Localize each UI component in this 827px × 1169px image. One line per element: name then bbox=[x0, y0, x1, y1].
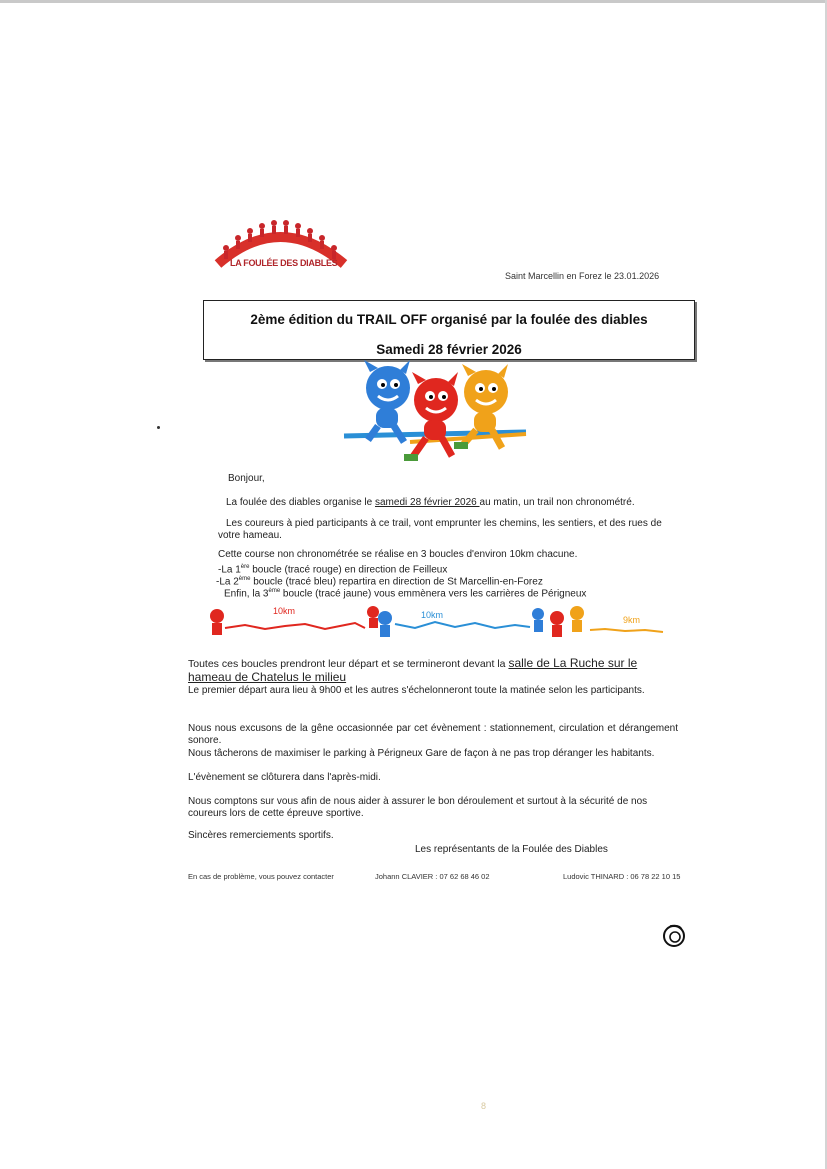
signature: Les représentants de la Foulée des Diables bbox=[415, 844, 608, 855]
club-logo bbox=[212, 216, 350, 272]
loop-2-text: boucle (tracé bleu) repartira en direction de St Marcellin-en-Forez bbox=[250, 576, 543, 588]
paragraph-apology: Nous nous excusons de la gêne occasionnée par cet évènement : stationnement, circulation et dérangement sonore. bbox=[188, 723, 678, 746]
announcement-text-start: La foulée des diables organise le bbox=[226, 497, 375, 508]
event-date: samedi 28 février 2026 bbox=[375, 497, 480, 508]
title-box bbox=[203, 300, 695, 360]
footer-contact-1: Johann CLAVIER : 07 62 68 46 02 bbox=[375, 872, 490, 881]
scan-top-edge bbox=[0, 0, 827, 3]
scan-speck bbox=[157, 426, 160, 429]
paragraph-announcement bbox=[226, 497, 635, 509]
start-location-text: Toutes ces boucles prendront leur départ et se termineront devant la bbox=[188, 658, 509, 670]
paragraph-thanks: Sincères remerciements sportifs. bbox=[188, 830, 334, 841]
devil-group-right-icon bbox=[532, 606, 584, 637]
loop-1-text: boucle (tracé rouge) en direction de Feilleux bbox=[249, 564, 448, 576]
footer-contact-2: Ludovic THINARD : 06 78 22 10 15 bbox=[563, 872, 681, 881]
route-label-blue: 10km bbox=[421, 610, 444, 620]
title-line-2: Samedi 28 février 2026 bbox=[376, 342, 522, 357]
paragraph-loops-intro: Cette course non chronométrée se réalise en 3 boucles d'environ 10km chacune. bbox=[218, 549, 578, 560]
place-and-date: Saint Marcellin en Forez le 23.01.2026 bbox=[505, 271, 660, 281]
paragraph-help: Nous comptons sur vous afin de nous aider à assurer le bon déroulement et surtout à la sécurité de nos coureurs lors de cette épreuve sportive. bbox=[188, 796, 648, 819]
loop-1-sup: ère bbox=[240, 564, 250, 570]
red-devil-small-icon bbox=[210, 609, 224, 635]
venue-name: salle de La Ruche sur le hameau de Chatelus le milieu bbox=[188, 656, 638, 684]
route-profile bbox=[205, 598, 665, 644]
devils-illustration bbox=[340, 360, 530, 468]
loop-2-sup: ème bbox=[238, 576, 251, 582]
paragraph-parking: Nous tâcherons de maximiser le parking à Périgneux Gare de façon à ne pas trop déranger les habitants. bbox=[188, 748, 655, 759]
paragraph-first-start: Le premier départ aura lieu à 9h00 et les autres s'échelonneront toute la matinée selon les participants. bbox=[188, 685, 645, 696]
page-mark: 8 bbox=[481, 1101, 487, 1111]
paragraph-start-location bbox=[188, 657, 678, 685]
blue-route-line bbox=[395, 622, 530, 628]
loop-3-prefix: Enfin, la 3 bbox=[224, 588, 269, 600]
greeting: Bonjour, bbox=[228, 473, 265, 484]
devil-group-middle-icon bbox=[367, 606, 392, 637]
red-route-line bbox=[225, 623, 365, 629]
paragraph-closing-time: L'évènement se clôturera dans l'après-midi. bbox=[188, 772, 381, 783]
title-line-1: 2ème édition du TRAIL OFF organisé par la foulée des diables bbox=[250, 312, 648, 327]
route-label-yellow: 9km bbox=[623, 615, 641, 625]
blue-devil-icon bbox=[364, 360, 410, 442]
scribble-mark-icon bbox=[660, 922, 688, 950]
route-label-red: 10km bbox=[273, 606, 296, 616]
yellow-route-line bbox=[590, 629, 663, 632]
paragraph-runners: Les coureurs à pied participants à ce trail, vont emprunter les chemins, les sentiers, et des rues de votre hameau. bbox=[218, 518, 662, 541]
loop-2-prefix: -La 2 bbox=[216, 576, 239, 588]
loop-3-sup: ème bbox=[268, 588, 281, 594]
announcement-text-end: au matin, un trail non chronométré. bbox=[479, 497, 635, 508]
logo-text: LA FOULÉE DES DIABLES bbox=[230, 258, 338, 268]
red-devil-icon bbox=[404, 372, 458, 461]
loop-1-prefix: -La 1 bbox=[218, 564, 241, 576]
footer-problem-text: En cas de problème, vous pouvez contacter bbox=[188, 872, 334, 881]
loop-3-text: boucle (tracé jaune) vous emmènera vers les carrières de Périgneux bbox=[280, 588, 587, 600]
